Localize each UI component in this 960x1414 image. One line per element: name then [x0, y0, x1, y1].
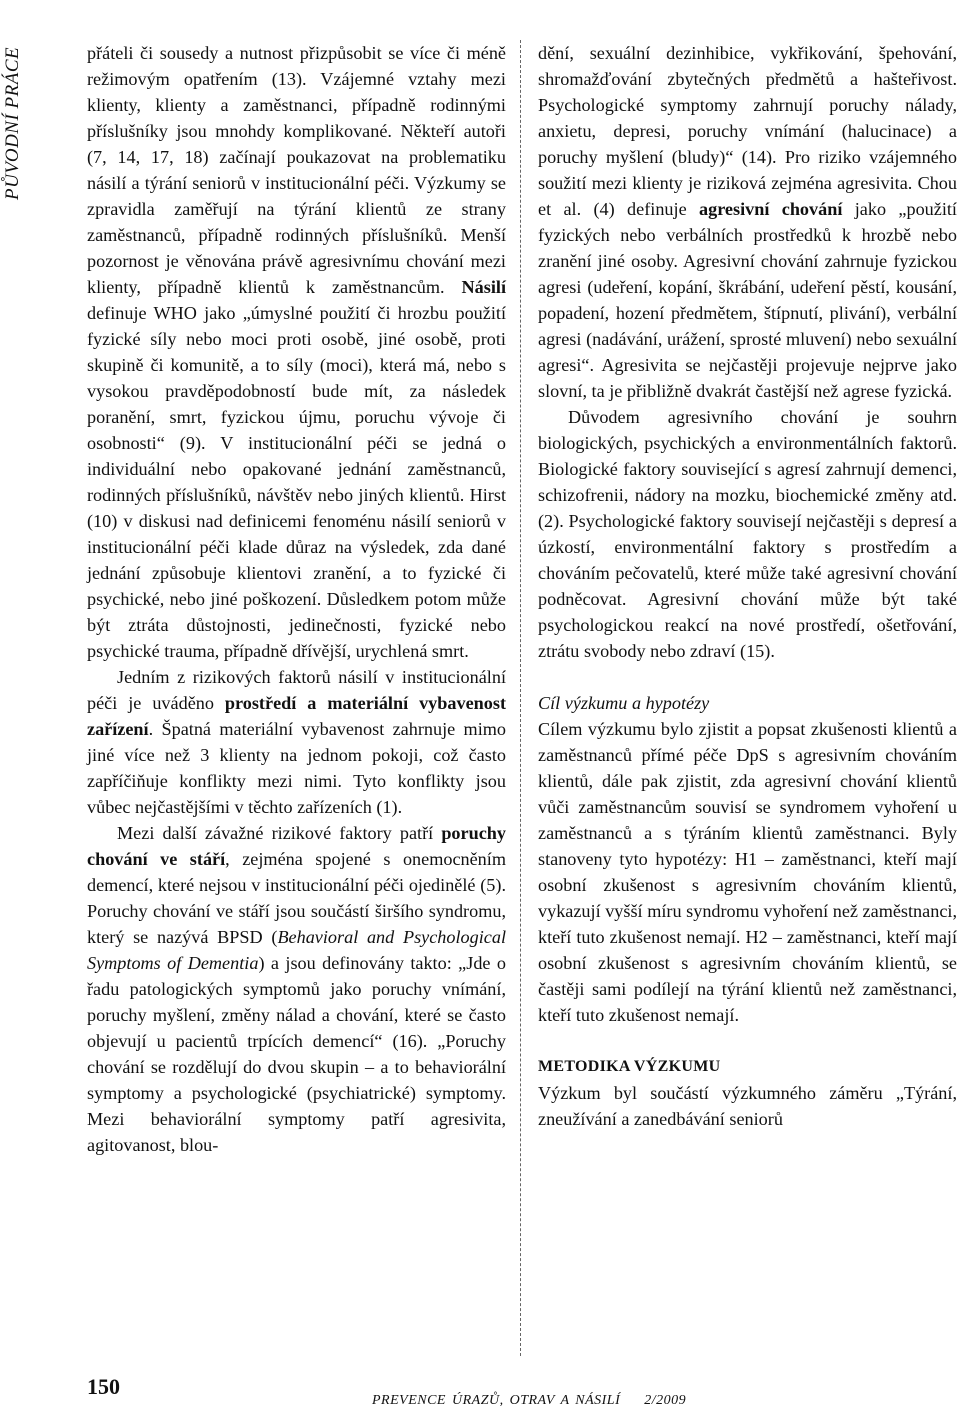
left-paragraph-2	[87, 664, 506, 820]
term-behavior-disorders: poruchy chování ve stáří	[87, 823, 506, 869]
heading-methodology: METODIKA VÝZKUMU	[538, 1058, 721, 1075]
term-violence: Násilí	[461, 277, 507, 297]
left-paragraph-3-mid: , zejména spojené s onemocněním demencí, které nejsou v institucionální péči ojedinělé (5). Poruchy chování ve stáří jsou součástí širšího syndromu, který se nazývá BPSD (	[87, 849, 506, 947]
right-paragraph-3: Cílem výzkumu bylo zjistit a popsat zkušenosti klientů a zaměstnanců přímé péče DpS s agresivním chováním klientů, dále pak zjistit, zda agresivní chování klientů vůči zaměstnancům souvisí se syndromem vyhoření u zaměstnanců a s týráním klientů zaměstnanci. Byly stanoveny tyto hypotézy: H1 – zaměstnanci, kteří mají osobní zkušenost s agresivním chováním klientů, vykazují vyšší míru syndromu vyhoření než zaměstnanci, kteří tuto zkušenost nemají. H2 – zaměstnanci, kteří mají osobní zkušenost s agresivním chováním klientů, se častěji sami podílejí na týrání klientů než zaměstnanci, kteří tuto zkušenost nemají.	[538, 719, 957, 1025]
journal-issue: 2/2009	[644, 1393, 687, 1408]
term-bpsd: Behavioral and Psychological Symptoms of Dementia	[87, 927, 506, 973]
term-environment: prostředí a materiální vybavenost zařízení	[87, 693, 506, 739]
left-paragraph-2-text: Jedním z rizikových faktorů násilí v institucionální péči je uváděno	[87, 667, 506, 713]
right-column	[538, 40, 957, 1132]
heading-research-goal: Cíl výzkumu a hypotézy	[538, 693, 710, 713]
section-label	[0, 0, 30, 200]
right-paragraph-1-rest: jako „použití fyzických nebo verbálních prostředků k hrozbě nebo zranění jiné osoby. Agresivní chování zahrnuje fyzickou agresi (udeření, kopání, škrábání, udeření pěstí, kousání, popadení, hození předmětem, štípnutí, plivání), verbální agresi (nadávání, urážení, sprosté mluvení) nebo sexuální agresi“. Agresivita se nejčastěji projevuje nejprve jako slovní, ta je přibližně dvakrát častější než agrese fyzická.	[538, 199, 957, 401]
column-divider	[520, 40, 521, 1356]
left-paragraph-3-text: Mezi další závažné rizikové faktory patří	[117, 823, 442, 843]
left-column	[87, 40, 506, 1158]
right-paragraph-1-text: dění, sexuální dezinhibice, vykřikování, špehování, shromažďování zbytečných předmětů a hašteřivost. Psychologické symptomy zahrnují poruchy nálady, anxietu, depresi, poruchy vnímání (halucinace) a poruchy myšlení (bludy)“ (14). Pro riziko vzájemného soužití mezi klienty je riziková zejména agresivita. Chou et al. (4) definuje	[538, 43, 957, 219]
journal-title: PREVENCE ÚRAZŮ, OTRAV A NÁSILÍ	[372, 1393, 621, 1408]
left-paragraph-3	[87, 820, 506, 1158]
right-paragraph-1	[538, 40, 957, 404]
left-paragraph-2-rest: . Špatná materiální vybavenost zahrnuje mimo jiné více než 3 klienty na jednom pokoji, což často zapříčiňuje konflikty mezi nimi. Tyto konflikty jsou vůbec nejčastějšími v těchto zařízeních (1).	[87, 719, 506, 817]
left-paragraph-1-text: přáteli či sousedy a nutnost přizpůsobit se více či méně režimovým opatřením (13). Vzájemné vztahy mezi klienty, klienty a zaměstnanci, případně rodinnými příslušníky jsou mnohdy komplikované. Někteří autoři (7, 14, 17, 18) začínají poukazovat na problematiku násilí a týrání seniorů v institucionální péči. Výzkumy se zpravidla zaměřují na týrání klientů ze strany zaměstnanců, případně rodinných příslušníků. Menší pozornost je věnována právě agresivnímu chování mezi klienty, případně klientů k zaměstnancům.	[87, 43, 506, 297]
term-aggressive-behavior: agresivní chování	[699, 199, 843, 219]
left-paragraph-1	[87, 40, 506, 664]
left-paragraph-1-rest: definuje WHO jako „úmyslné použití či hrozbu použití fyzické síly nebo moci proti osobě, jiné osobě, proti skupině či komunitě, a to síly (moci), která má, nebo s vysokou pravděpodobností bude mít, za následek poranění, smrt, fyzickou újmu, poruchu vývoje či osobnosti“ (9). V institucionální péči se jedná o individuální nebo opakované jednání zaměstnanců, rodinných příslušníků, návštěv nebo jiných klientů. Hirst (10) v diskusi nad definicemi fenoménu násilí seniorů v institucionální péči klade důraz na výsledek, zda dané jednání způsobuje klientovi zranění, a to fyzické či psychické, nebo jiné poškození. Důsledkem potom může být ztráta důstojnosti, jedinečnosti, fyzické nebo psychické trauma, případně dřívější, urychlená smrt.	[87, 303, 506, 661]
right-paragraph-4: Výzkum byl součástí výzkumného záměru „Týrání, zneužívání a zanedbávání seniorů	[538, 1083, 957, 1129]
left-paragraph-3-rest: ) a jsou definovány takto: „Jde o řadu patologických symptomů jako poruchy vnímání, poruchy myšlení, změny nálad a chování, které se často objevují u pacientů trpících demencí“ (16). „Poruchy chování se rozdělují do dvou skupin – a to behaviorální symptomy a psychologické (psychiatrické) symptomy. Mezi behaviorální symptomy patří agresivita, agitovanost, blou-	[87, 953, 506, 1155]
journal-footer	[372, 1393, 686, 1409]
page-number: 150	[87, 1374, 120, 1399]
section-label-text: PŮVODNÍ PRÁCE	[2, 46, 23, 200]
right-paragraph-2: Důvodem agresivního chování je souhrn biologických, psychických a environmentálních faktorů. Biologické faktory související s agresí zahrnují demenci, schizofrenii, nádory na mozku, biochemické změny atd. (2). Psychologické faktory souvisejí nejčastěji s depresí a úzkostí, environmentální faktory s prostředím a chováním pečovatelů, které může také agresivní chování podněcovat. Agresivní chování může být také psychologickou reakcí na nové prostředí, ošetřování, ztrátu svobody nebo zdraví (15).	[538, 407, 957, 661]
